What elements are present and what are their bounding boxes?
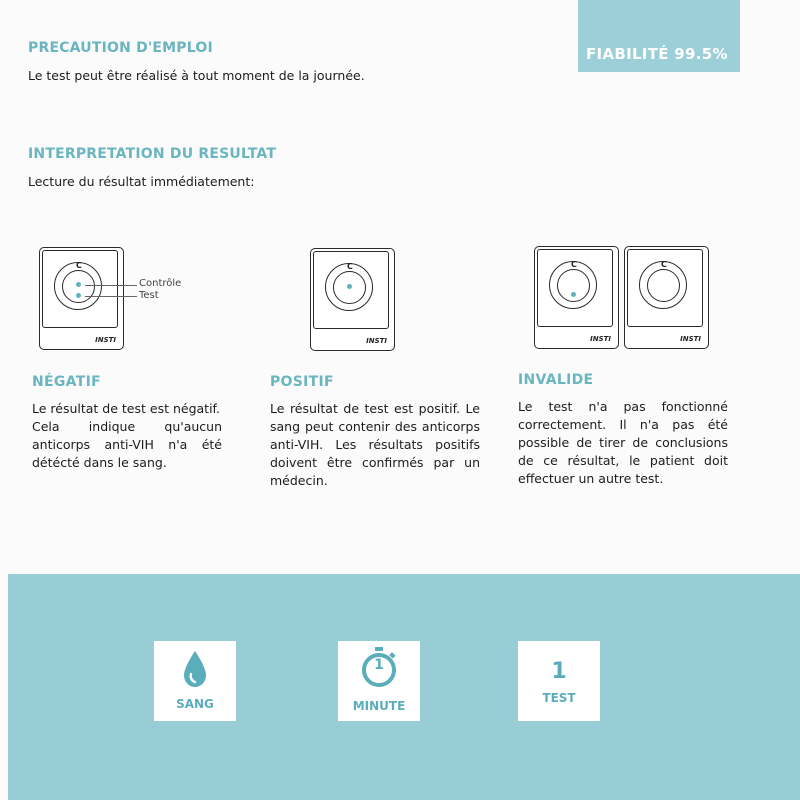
reliability-badge (578, 0, 740, 72)
result-positive-title: POSITIF (270, 374, 334, 390)
feature-tile-test (518, 641, 600, 721)
text-line: effectuer un autre test. (518, 471, 664, 486)
interpretation-text: Lecture du résultat immédiatement: (28, 174, 255, 189)
control-leader-line (85, 285, 137, 286)
result-invalid-title: INVALIDE (518, 372, 594, 388)
test-dot (76, 293, 81, 298)
reliability-text: FIABILITÉ 99.5% (586, 45, 728, 63)
result-positive-text (270, 400, 480, 490)
device-ring-inner (647, 269, 680, 302)
control-mark: C (661, 260, 667, 269)
feature-tile-blood (154, 641, 236, 721)
feature-tile-minute (338, 641, 420, 721)
control-mark: C (571, 260, 577, 269)
text-line: Le résultat de test est négatif. (32, 401, 221, 416)
text-line: doivent être confirmés par un (270, 455, 480, 470)
feature-label: TEST (542, 691, 576, 705)
result-negative-text (32, 400, 222, 472)
text-line: médecin. (270, 473, 328, 488)
text-line: détécté dans le sang. (32, 455, 167, 470)
test-label: Test (139, 290, 159, 301)
feature-number: 1 (551, 659, 567, 684)
test-device-positive (310, 248, 395, 353)
precaution-text: Le test peut être réalisé à tout moment de la journée. (28, 68, 365, 83)
device-brand: INSTI (95, 336, 116, 344)
control-label: Contrôle (139, 278, 182, 289)
control-dot (347, 284, 352, 289)
device-ring-inner (557, 269, 590, 302)
test-leader-line (85, 296, 137, 297)
result-negative-title: NÉGATIF (32, 374, 101, 390)
feature-label: SANG (176, 697, 214, 711)
control-dot (76, 282, 81, 287)
precaution-title: PRECAUTION D'EMPLOI (28, 40, 213, 56)
test-dot (571, 292, 576, 297)
text-line: sang peut contenir des anticorps (270, 419, 480, 434)
feature-label: MINUTE (352, 699, 406, 713)
result-invalid-text (518, 398, 728, 488)
text-line: Le test n'a pas fonctionné (518, 399, 728, 414)
text-line: correctement. Il n'a pas été (518, 417, 728, 432)
test-device-invalid-a (534, 246, 619, 351)
text-line: anti-VIH. Les résultats positifs (270, 437, 480, 452)
text-line: Cela indique qu'aucun (32, 419, 222, 434)
text-line: anticorps anti-VIH n'a été (32, 437, 222, 452)
text-line: de ce résultat, le patient doit (518, 453, 728, 468)
control-mark: C (76, 261, 82, 270)
drop-icon (180, 649, 210, 689)
device-brand: INSTI (366, 337, 387, 345)
test-device-negative (39, 247, 124, 352)
text-line: Le résultat de test est positif. Le (270, 401, 480, 416)
interpretation-title: INTERPRETATION DU RESULTAT (28, 146, 277, 162)
text-line: possible de tirer de conclusions (518, 435, 728, 450)
device-brand: INSTI (590, 335, 611, 343)
stopwatch-number: 1 (374, 657, 384, 673)
control-mark: C (347, 262, 353, 271)
test-device-invalid-b (624, 246, 709, 351)
device-brand: INSTI (680, 335, 701, 343)
